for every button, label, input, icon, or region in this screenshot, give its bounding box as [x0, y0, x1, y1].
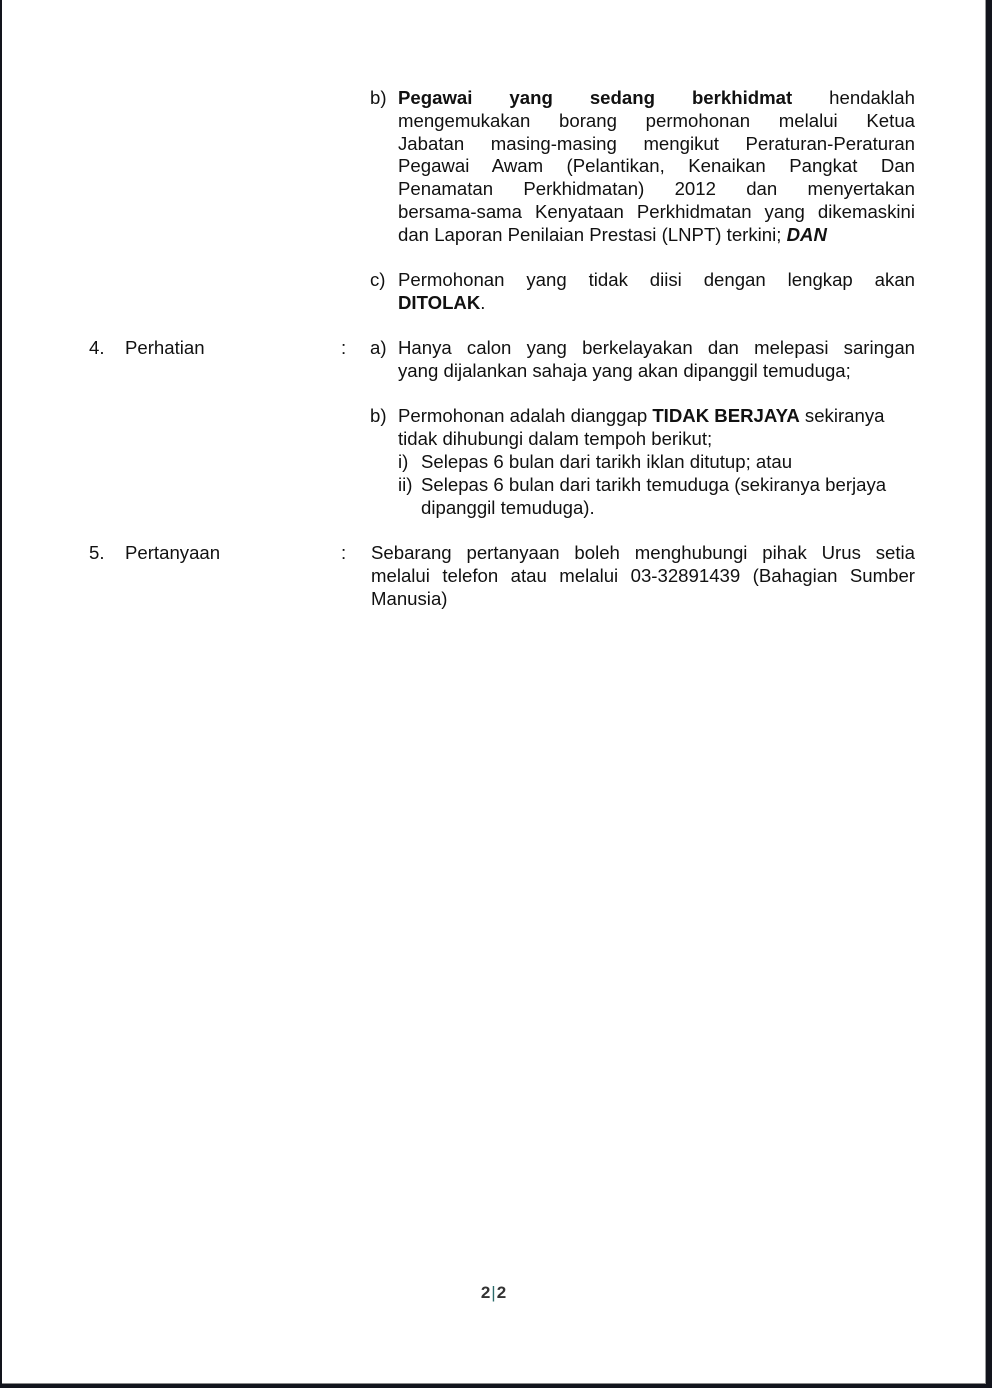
text-post: sekiranya — [804, 405, 885, 426]
section4-item-a — [398, 337, 915, 383]
sub-item-i: Selepas 6 bulan dari tarikh iklan ditutup; atau — [421, 451, 793, 472]
bold-word: sedang — [589, 87, 655, 108]
item-b-first-line — [398, 87, 915, 110]
item-marker-4b: b) — [370, 405, 387, 426]
text-line: Pegawai Awam (Pelantikan, Kenaikan Pangkat Dan — [398, 155, 915, 177]
text-line: Sebarang pertanyaan boleh menghubungi pihak Urus setia — [371, 542, 915, 563]
item-marker-3b: b) — [370, 87, 387, 108]
section4-number: 4. — [89, 337, 105, 358]
last-line-text: dan Laporan Penilaian Prestasi (LNPT) terkini; — [398, 223, 782, 245]
section5-label: Pertanyaan — [125, 542, 221, 563]
text-line: Penamatan Perkhidmatan) 2012 dan menyertakan — [398, 178, 915, 200]
bold-word: yang — [509, 87, 553, 108]
page-separator: | — [491, 1283, 496, 1302]
text-line: mengemukakan borang permohonan melalui Ketua — [398, 109, 915, 131]
bold-word: Pegawai — [398, 87, 473, 108]
section5-text — [371, 542, 915, 610]
bold-word: berkhidmat — [691, 87, 793, 108]
text-line: Selepas 6 bulan dari tarikh temuduga (sekiranya berjaya — [421, 474, 887, 495]
sub-marker-ii: ii) — [398, 474, 413, 495]
text-line-last — [398, 224, 915, 247]
text-line: dipanggil temuduga). — [421, 496, 595, 518]
item-marker-4a: a) — [370, 337, 387, 358]
bold-tidak-berjaya: TIDAK BERJAYA — [652, 405, 800, 426]
text-line: tidak dihubungi dalam tempoh berikut; — [398, 427, 713, 449]
page-total: 2 — [496, 1283, 507, 1302]
text-line: Hanya calon yang berkelayakan dan melepasi saringan — [398, 337, 915, 358]
section3-item-b — [398, 87, 915, 247]
sub-item-ii — [421, 474, 915, 520]
text-line — [398, 292, 915, 315]
document-page — [2, 0, 986, 1384]
text-line: yang dijalankan sahaja yang akan dipanggil temuduga; — [398, 359, 851, 381]
section5-colon: : — [341, 542, 347, 563]
sub-marker-i: i) — [398, 451, 409, 472]
page-number — [2, 1283, 985, 1303]
text-pre: Permohonan adalah dianggap — [398, 405, 648, 426]
section4-label: Perhatian — [125, 337, 205, 358]
text-line: bersama-sama Kenyataan Perkhidmatan yang dikemaskini — [398, 200, 915, 222]
lead-tail: hendaklah — [829, 87, 915, 108]
text-line: Manusia) — [371, 587, 448, 609]
emphasis-dan: DAN — [786, 223, 827, 245]
text-line: Jabatan masing-masing mengikut Peraturan-Peraturan — [398, 132, 915, 154]
text-line: Permohonan yang tidak diisi dengan lengkap akan — [398, 269, 915, 290]
text-line — [398, 405, 915, 428]
section4-colon: : — [341, 337, 347, 358]
text-line: melalui telefon atau melalui 03-32891439 (Bahagian Sumber — [371, 564, 915, 586]
bold-ditolak: DITOLAK — [398, 291, 481, 313]
section5-number: 5. — [89, 542, 105, 563]
punctuation: . — [480, 291, 486, 313]
item-marker-3c: c) — [370, 269, 386, 290]
section4-item-b — [398, 405, 915, 451]
section3-item-c — [398, 269, 915, 315]
page-current: 2 — [480, 1283, 491, 1302]
